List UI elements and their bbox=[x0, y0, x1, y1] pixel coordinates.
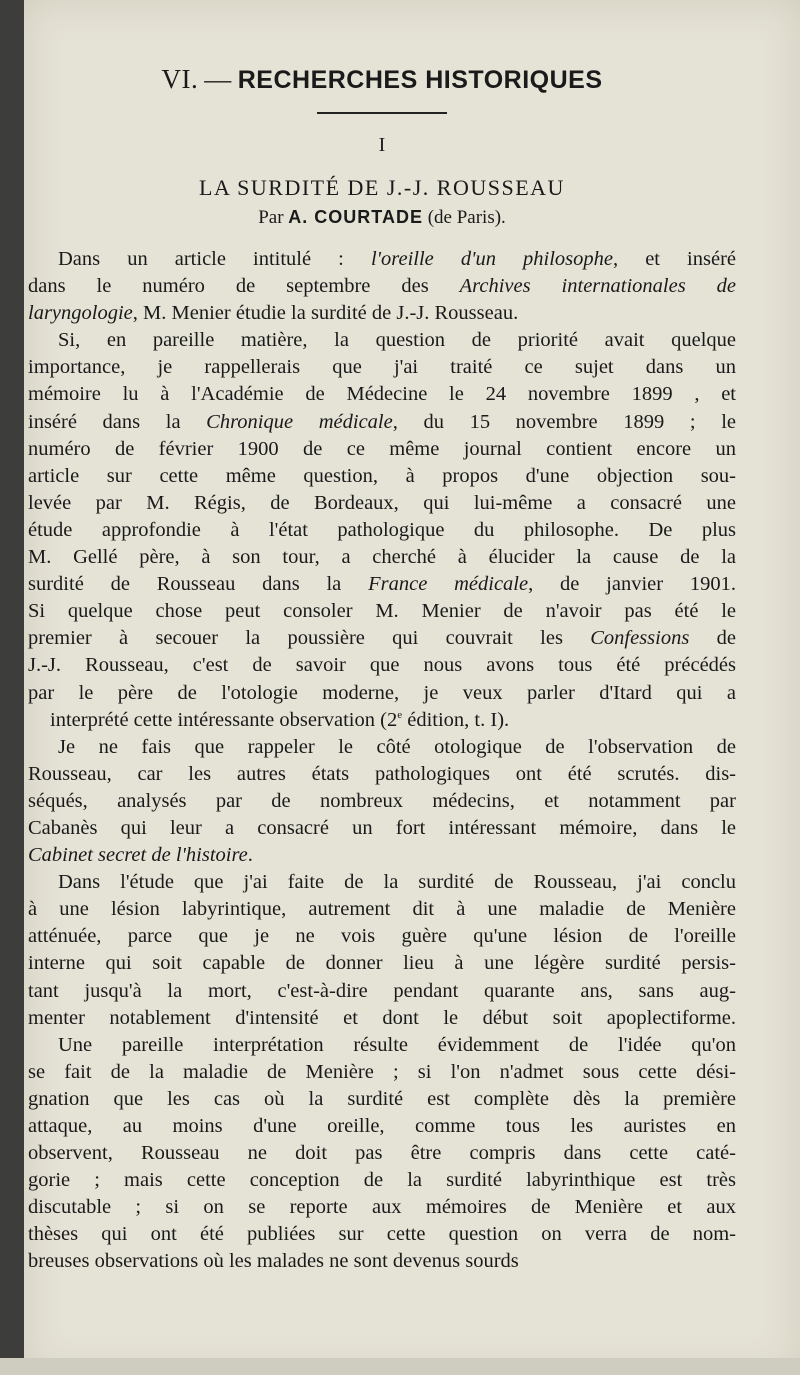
line-text: tant jusqu'à la mort, c'est-à-dire pendant quarante ans, sans aug- bbox=[28, 979, 736, 1002]
text-line bbox=[28, 842, 736, 869]
article-body bbox=[28, 246, 736, 1276]
line-text-after: édition, t. I). bbox=[402, 708, 510, 731]
line-text-after: de bbox=[689, 627, 736, 650]
line-text: gnation que les cas où la surdité est complète dès la première bbox=[28, 1087, 736, 1110]
byline bbox=[28, 204, 736, 230]
text-line bbox=[28, 490, 736, 517]
page-bottom-edge bbox=[0, 1358, 800, 1375]
text-line bbox=[28, 409, 736, 436]
line-italic-title: France médicale bbox=[368, 573, 529, 596]
line-text: attaque, au moins d'une oreille, comme tous les auristes en bbox=[28, 1115, 736, 1137]
section-heading bbox=[28, 58, 736, 100]
text-line bbox=[28, 625, 736, 652]
document-content bbox=[28, 58, 736, 1276]
article-title: LA SURDITÉ DE J.-J. ROUSSEAU bbox=[199, 175, 565, 200]
text-line bbox=[28, 517, 736, 544]
text-line bbox=[28, 707, 736, 734]
line-text: séqués, analysés par de nombreux médecins, et notamment par bbox=[28, 789, 736, 812]
line-text: importance, je rappellerais que j'ai traité ce sujet dans un bbox=[28, 356, 736, 379]
line-text-after: , M. Menier étudie la surdité de J.-J. Rousseau. bbox=[132, 302, 519, 325]
text-line bbox=[28, 381, 736, 408]
text-line bbox=[28, 923, 736, 950]
text-line bbox=[28, 1248, 736, 1275]
text-line bbox=[28, 1194, 736, 1221]
text-line bbox=[28, 1167, 736, 1194]
section-title: RECHERCHES HISTORIQUES bbox=[237, 66, 603, 94]
text-line bbox=[28, 463, 736, 490]
line-text: menter notablement d'intensité et dont le début soit apoplectiforme. bbox=[28, 1006, 736, 1029]
text-line bbox=[28, 978, 736, 1005]
text-line bbox=[28, 354, 736, 381]
line-text: inséré dans la bbox=[28, 410, 207, 433]
heading-rule bbox=[317, 112, 447, 114]
text-line bbox=[28, 1221, 736, 1248]
line-text: levée par M. Régis, de Bordeaux, qui lui-même a consacré une bbox=[28, 491, 736, 514]
text-line bbox=[28, 1032, 736, 1059]
line-text: par le père de l'otologie moderne, je veux parler d'Itard qui a bbox=[28, 681, 736, 704]
text-line bbox=[28, 544, 736, 571]
line-italic-title: Archives internationales de bbox=[459, 275, 736, 298]
line-text-after: . bbox=[247, 844, 253, 867]
line-text: numéro de février 1900 de ce même journal contient encore un bbox=[28, 437, 736, 460]
line-text: étude approfondie à l'état pathologique du philosophe. De plus bbox=[28, 518, 736, 541]
line-italic-title: Chronique médicale bbox=[206, 410, 393, 433]
text-line bbox=[28, 680, 736, 707]
text-line bbox=[28, 1086, 736, 1113]
byline-par: Par bbox=[258, 207, 284, 228]
text-line bbox=[28, 436, 736, 463]
line-text: article sur cette même question, à propos d'une objection sou- bbox=[28, 464, 736, 487]
text-line bbox=[28, 950, 736, 977]
text-line bbox=[28, 327, 736, 354]
line-text: Si, en pareille matière, la question de priorité avait quelque bbox=[58, 329, 736, 352]
line-text: gorie ; mais cette conception de la surdité labyrinthique est très bbox=[28, 1169, 736, 1192]
line-italic-title: Confessions bbox=[590, 627, 690, 650]
line-text: à une lésion labyrintique, autrement dit à une maladie de Menière bbox=[28, 898, 736, 921]
line-text: Une pareille interprétation résulte évidemment de l'idée qu'on bbox=[58, 1033, 736, 1056]
line-italic-title: Cabinet secret de l'histoire bbox=[28, 844, 248, 867]
line-text: Cabanès qui leur a consacré un fort intéressant mémoire, dans le bbox=[28, 816, 736, 839]
line-text: J.-J. Rousseau, c'est de savoir que nous avons tous été précédés bbox=[28, 654, 736, 677]
text-line bbox=[28, 246, 736, 273]
text-line bbox=[28, 869, 736, 896]
line-text: observent, Rousseau ne doit pas être compris dans cette caté- bbox=[28, 1142, 736, 1165]
line-text: se fait de la maladie de Menière ; si l'on n'admet sous cette dési- bbox=[28, 1060, 736, 1083]
line-text: M. Gellé père, à son tour, a cherché à élucider la cause de la bbox=[28, 546, 736, 569]
text-line bbox=[28, 1005, 736, 1032]
text-line bbox=[28, 761, 736, 788]
line-text: atténuée, parce que je ne vois guère qu'une lésion de l'oreille bbox=[28, 925, 736, 948]
section-dash: — bbox=[204, 64, 232, 94]
text-line bbox=[28, 598, 736, 625]
byline-origin: (de Paris). bbox=[427, 207, 506, 228]
line-text: dans le numéro de septembre des bbox=[28, 275, 460, 298]
text-line bbox=[28, 571, 736, 598]
line-text: premier à secouer la poussière qui couvrait les bbox=[28, 627, 591, 650]
line-text: surdité de Rousseau dans la bbox=[28, 573, 369, 596]
line-text-after: , et inséré bbox=[613, 248, 736, 270]
text-line bbox=[28, 734, 736, 761]
line-text: Dans l'étude que j'ai faite de la surdité de Rousseau, j'ai conclu bbox=[58, 871, 736, 894]
line-text: Dans un article intitulé : bbox=[58, 248, 371, 270]
line-text: interprété cette intéressante observation (2 bbox=[50, 708, 398, 731]
line-text-after: , du 15 novembre 1899 ; le bbox=[392, 410, 736, 433]
line-text: interne qui soit capable de donner lieu à une légère surdité persis- bbox=[28, 952, 736, 975]
line-text: Rousseau, car les autres états pathologiques ont été scrutés. dis- bbox=[28, 762, 736, 785]
chapter-numeral: I bbox=[378, 134, 386, 156]
section-number: VI. bbox=[161, 64, 199, 94]
text-line bbox=[28, 300, 736, 327]
text-line bbox=[28, 652, 736, 679]
line-superscript: e bbox=[397, 708, 403, 721]
line-text-after: , de janvier 1901. bbox=[528, 573, 737, 596]
line-text: thèses qui ont été publiées sur cette question on verra de nom- bbox=[28, 1223, 736, 1246]
text-line bbox=[28, 896, 736, 923]
text-line bbox=[28, 815, 736, 842]
line-text: discutable ; si on se reporte aux mémoires de Menière et aux bbox=[28, 1196, 736, 1219]
line-text: mémoire lu à l'Académie de Médecine le 24 novembre 1899 , et bbox=[28, 383, 736, 406]
text-line bbox=[28, 273, 736, 300]
line-text: Je ne fais que rappeler le côté otologique de l'observation de bbox=[58, 735, 736, 758]
byline-author: A. COURTADE bbox=[288, 207, 423, 227]
text-line bbox=[28, 1113, 736, 1140]
line-italic-title: l'oreille d'un philosophe bbox=[370, 248, 613, 270]
text-line bbox=[28, 1059, 736, 1086]
line-italic-title: laryngologie bbox=[28, 302, 133, 325]
line-text: Si quelque chose peut consoler M. Menier de n'avoir pas été le bbox=[28, 600, 736, 623]
line-text: breuses observations où les malades ne sont devenus sourds bbox=[28, 1250, 519, 1273]
text-line bbox=[28, 788, 736, 815]
text-line bbox=[28, 1140, 736, 1167]
